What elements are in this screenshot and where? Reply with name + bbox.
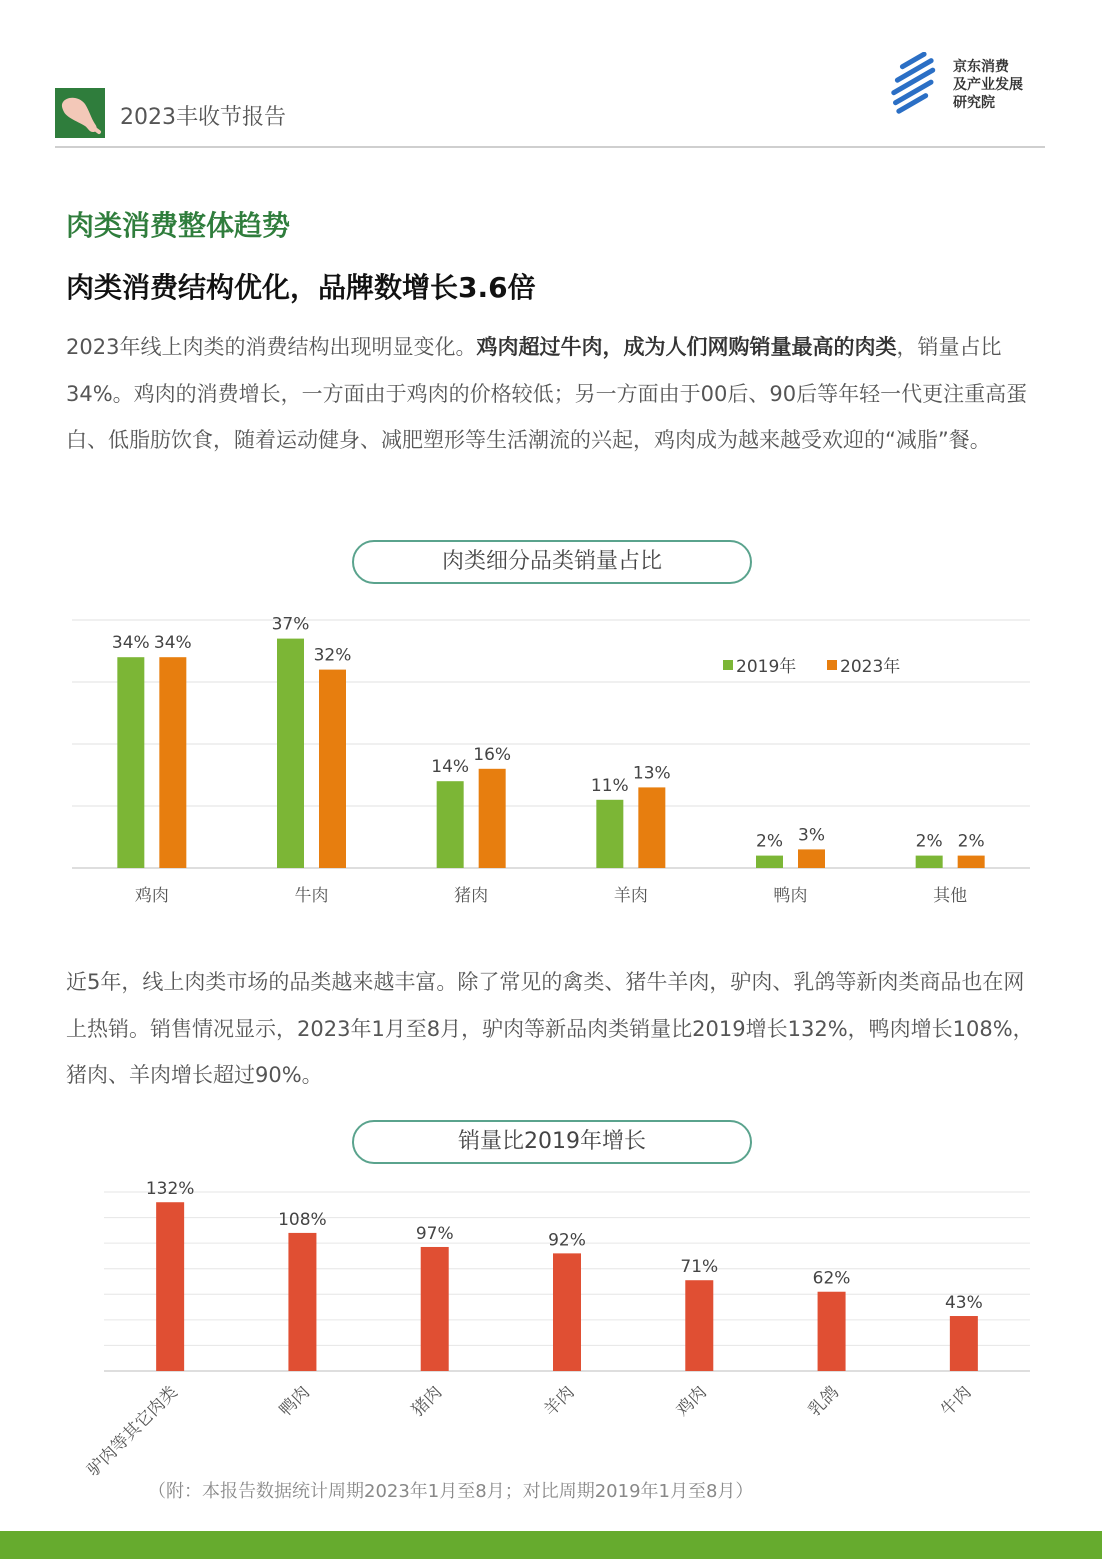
bar-鸭肉 <box>288 1233 316 1371</box>
data-label: 108% <box>278 1209 327 1230</box>
bar-乳鸽 <box>818 1292 846 1371</box>
growth-chart <box>0 1170 1102 1490</box>
category-label: 其他 <box>933 886 968 906</box>
data-label: 2% <box>756 831 783 852</box>
paragraph-chicken-trend: 2023年线上肉类的消费结构出现明显变化。鸡肉超过牛肉，成为人们网购销量最高的肉类，销量占比34%。鸡肉的消费增长，一方面由于鸡肉的价格较低；另一方面由于00后、90后等年轻一代更注重高蛋白、低脂肪饮食，随着运动健身、减肥塑形等生活潮流的兴起，鸡肉成为越来越受欢迎的“减脂”餐。 <box>66 335 1028 452</box>
report-title: 2023丰收节报告 <box>120 105 286 130</box>
category-label: 猪肉 <box>408 1382 447 1421</box>
bottom-bar <box>0 1531 1102 1559</box>
bar-2019年-猪肉 <box>437 781 464 868</box>
category-label: 鸡肉 <box>134 886 169 906</box>
bar-2019年-鸡肉 <box>117 657 144 868</box>
category-label: 鸭肉 <box>773 886 808 906</box>
bar-驴肉等其它肉类 <box>156 1202 184 1371</box>
chicken-leg-icon <box>55 88 105 138</box>
data-label: 34% <box>153 633 192 654</box>
data-label: 3% <box>798 825 825 846</box>
category-label: 牛肉 <box>937 1382 976 1421</box>
category-label: 乳鸽 <box>804 1382 844 1421</box>
category-label: 驴肉等其它肉类 <box>83 1382 182 1481</box>
bar-2023年-鸭肉 <box>798 849 825 868</box>
data-label: 2% <box>915 831 943 852</box>
data-label: 14% <box>431 757 470 778</box>
footnote: （附：本报告数据统计周期2023年1月至8月；对比周期2019年1月至8月） <box>148 1481 754 1502</box>
bar-2019年-羊肉 <box>596 800 623 868</box>
data-label: 43% <box>944 1293 983 1314</box>
category-label: 牛肉 <box>294 886 329 906</box>
category-label: 猪肉 <box>454 886 489 906</box>
data-label: 32% <box>313 645 352 666</box>
bar-2023年-牛肉 <box>319 670 346 868</box>
bar-2019年-其他 <box>916 856 943 868</box>
data-label: 97% <box>415 1223 454 1244</box>
bar-羊肉 <box>553 1253 581 1371</box>
data-label: 92% <box>548 1230 586 1251</box>
legend-swatch <box>723 660 733 670</box>
data-label: 13% <box>632 763 671 784</box>
data-label: 2% <box>957 831 985 852</box>
bar-2023年-猪肉 <box>479 769 506 868</box>
data-label: 34% <box>111 633 150 654</box>
paragraph-new-meats: 近5年，线上肉类市场的品类越来越丰富。除了常见的禽类、猪牛羊肉，驴肉、乳鸽等新肉类商品也在网上热销。销售情况显示，2023年1月至8月，驴肉等新品肉类销量比2019增长132%，鸭肉增长108%，猪肉、羊肉增长超过90%。 <box>66 970 1034 1087</box>
bar-2023年-其他 <box>958 856 985 868</box>
data-label: 11% <box>590 775 629 796</box>
chart1-title: 肉类细分品类销量占比 <box>352 540 752 584</box>
header-divider <box>55 146 1045 148</box>
data-label: 71% <box>680 1257 719 1278</box>
data-label: 62% <box>812 1268 851 1289</box>
meat-share-chart <box>0 600 1102 940</box>
section-title: 肉类消费整体趋势 <box>66 209 291 242</box>
bar-猪肉 <box>421 1247 449 1371</box>
bar-2019年-牛肉 <box>277 639 304 868</box>
category-label: 羊肉 <box>540 1382 579 1421</box>
category-label: 羊肉 <box>613 886 648 906</box>
data-label: 37% <box>271 614 310 635</box>
category-label: 鸭肉 <box>275 1382 314 1421</box>
headline: 肉类消费结构优化，品牌数增长3.6倍 <box>66 271 536 304</box>
category-label: 鸡肉 <box>672 1382 711 1421</box>
data-label: 16% <box>473 744 512 765</box>
chart2-title: 销量比2019年增长 <box>352 1120 752 1164</box>
bar-2023年-羊肉 <box>638 787 665 868</box>
data-label: 132% <box>145 1179 195 1200</box>
bar-2023年-鸡肉 <box>159 657 186 868</box>
bar-鸡肉 <box>685 1280 713 1371</box>
legend-swatch <box>827 660 837 670</box>
legend-label: 2019年 <box>736 657 797 677</box>
bar-2019年-鸭肉 <box>756 856 783 868</box>
legend-label: 2023年 <box>840 657 901 677</box>
logo-text: 京东消费 及产业发展 研究院 <box>953 59 1023 111</box>
bar-牛肉 <box>950 1316 978 1371</box>
